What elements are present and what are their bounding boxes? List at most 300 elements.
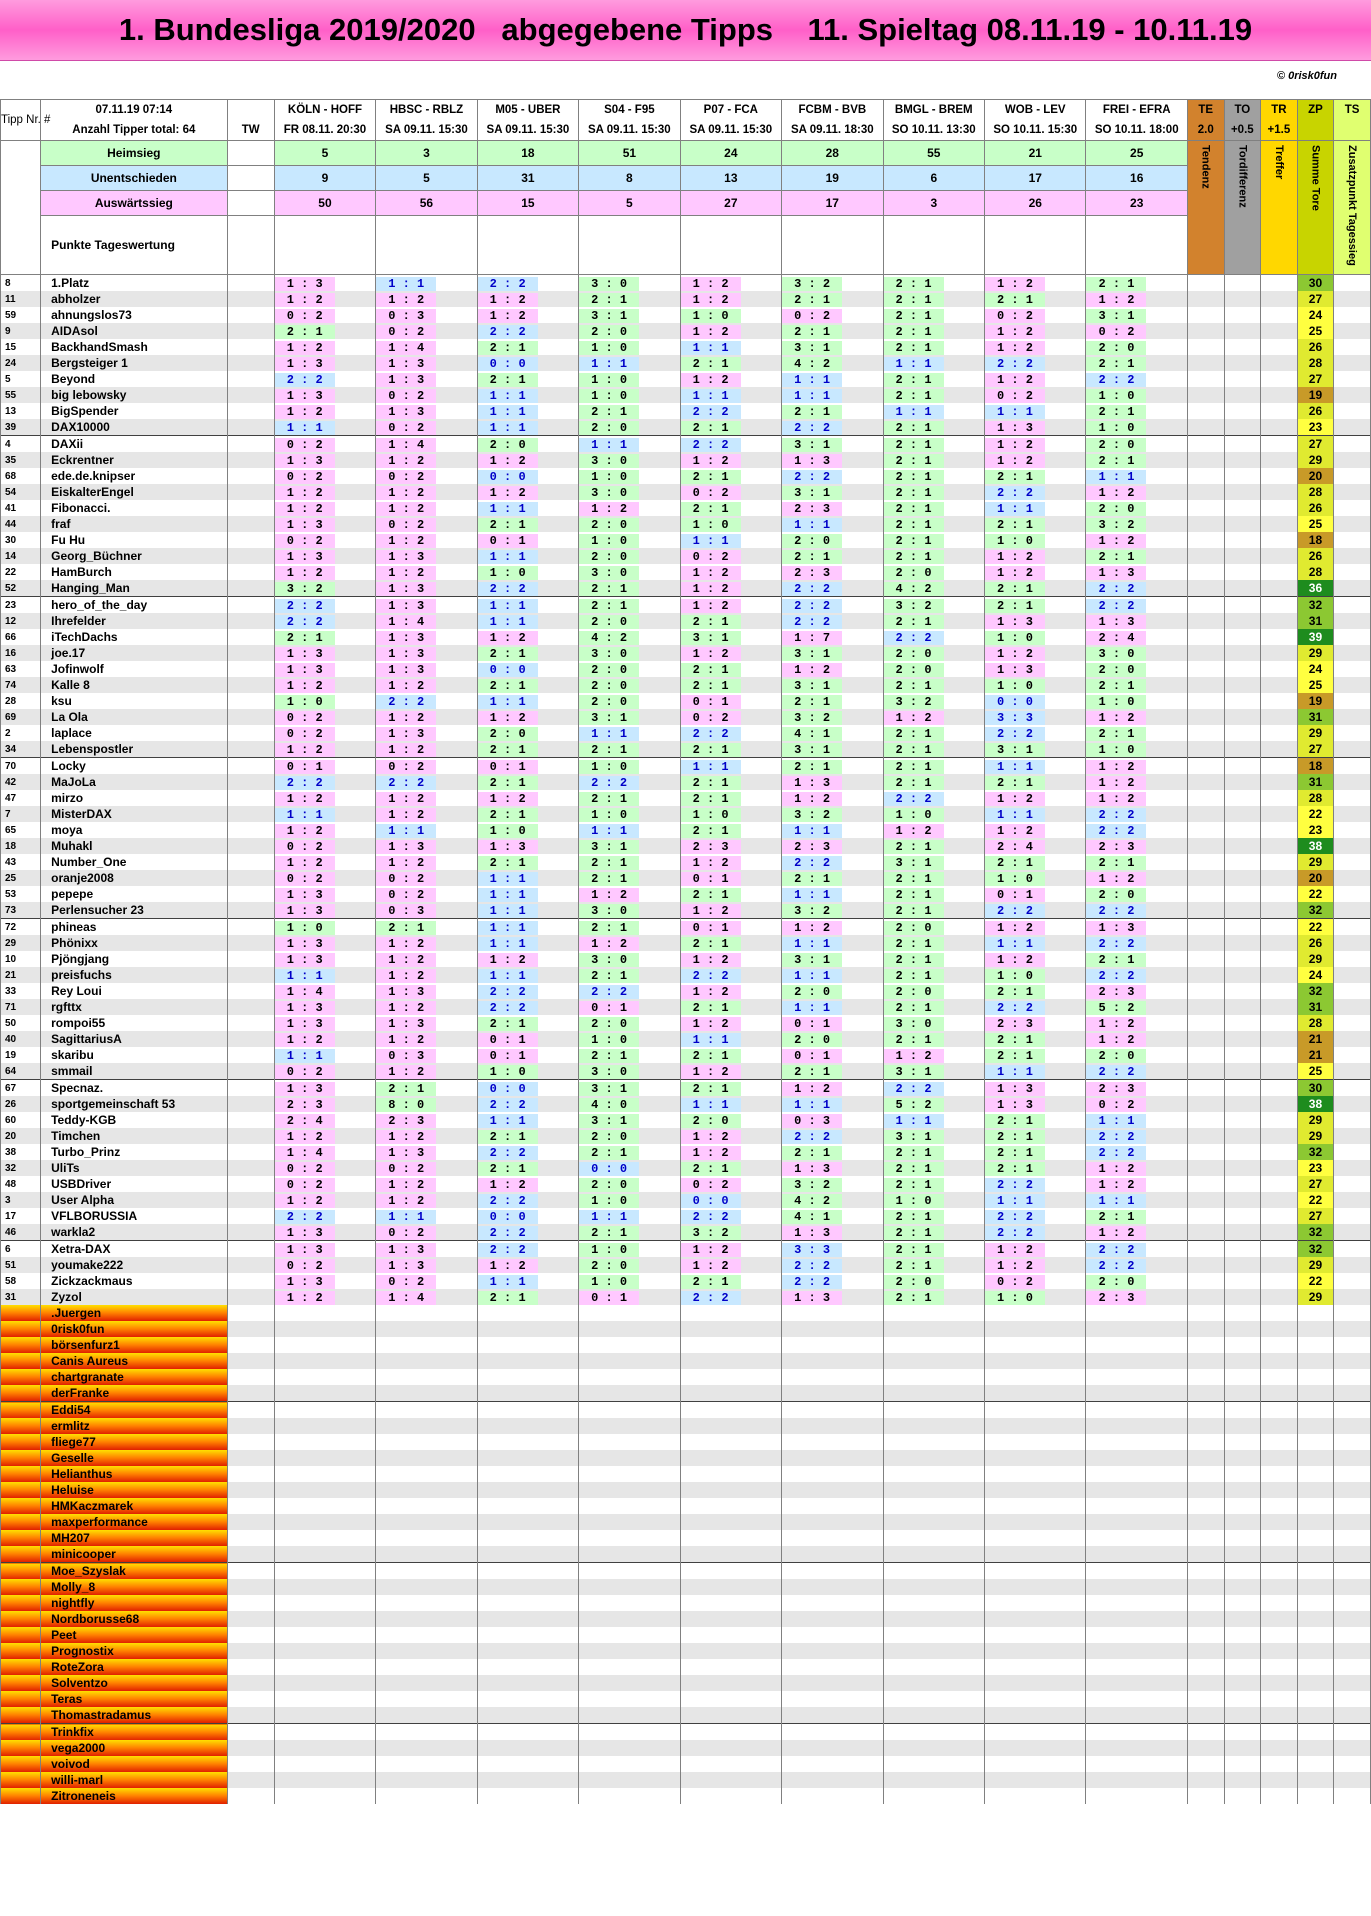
- tip-score: 2 : 1: [478, 743, 538, 757]
- empty-cell: [680, 1514, 781, 1530]
- empty-cell: [227, 1402, 274, 1419]
- match-teams-header: WOB - LEV: [985, 100, 1086, 121]
- tipper-ts: [1334, 387, 1371, 403]
- tipper-nr: 31: [1, 1289, 41, 1305]
- match-teams-header: KÖLN - HOFF: [274, 100, 375, 121]
- non-tipper-row: [1, 1305, 1371, 1321]
- empty-cell: [680, 1482, 781, 1498]
- tip-score: 1 : 0: [985, 969, 1045, 983]
- tipper-to: [1224, 967, 1261, 983]
- tipper-te: [1187, 1192, 1224, 1208]
- tip-score: 2 : 1: [884, 325, 944, 339]
- tipper-nr: 12: [1, 613, 41, 629]
- tip-cell: [883, 1112, 984, 1128]
- tip-score: 1 : 3: [376, 405, 436, 419]
- empty-cell: [1261, 1418, 1298, 1434]
- tip-cell: [274, 291, 375, 307]
- tip-cell: [883, 1096, 984, 1112]
- tip-score: 1 : 1: [275, 1049, 335, 1063]
- tip-score: 2 : 1: [985, 582, 1045, 596]
- tip-cell: [477, 436, 578, 453]
- tip-score: 2 : 1: [985, 518, 1045, 532]
- tipper-row: [1, 822, 1371, 838]
- tip-cell: [477, 1015, 578, 1031]
- tip-cell: [1086, 1257, 1187, 1273]
- tip-cell: [376, 1289, 477, 1305]
- tip-cell: [782, 822, 883, 838]
- tip-cell: [1086, 1224, 1187, 1241]
- tipper-nr: 52: [1, 580, 41, 597]
- tip-score: 2 : 1: [782, 405, 842, 419]
- tip-cell: [477, 741, 578, 758]
- tipper-row: [1, 629, 1371, 645]
- tip-score: 2 : 1: [681, 743, 741, 757]
- tipper-zp: 24: [1297, 661, 1334, 677]
- tipper-row: [1, 1128, 1371, 1144]
- tipper-ts: [1334, 693, 1371, 709]
- tip-cell: [274, 758, 375, 775]
- empty-cell: [1261, 1482, 1298, 1498]
- tip-score: 2 : 2: [478, 1098, 538, 1112]
- empty-cell: [376, 1402, 477, 1419]
- tip-score: 2 : 1: [884, 309, 944, 323]
- tip-cell: [985, 500, 1086, 516]
- tipper-ts: [1334, 1128, 1371, 1144]
- empty-cell: [1334, 1756, 1371, 1772]
- tip-score: 2 : 1: [884, 1210, 944, 1224]
- tip-score: 2 : 2: [985, 1001, 1045, 1015]
- tip-cell: [883, 1128, 984, 1144]
- tip-cell: [376, 870, 477, 886]
- tipper-ts: [1334, 500, 1371, 516]
- tip-score: 1 : 1: [782, 1001, 842, 1015]
- tipper-tw: [227, 436, 274, 453]
- tip-score: 2 : 1: [884, 727, 944, 741]
- tipper-zp: 36: [1297, 580, 1334, 597]
- tip-cell: [883, 1257, 984, 1273]
- non-tipper-nr: [1, 1563, 41, 1580]
- tipper-ts: [1334, 935, 1371, 951]
- tipper-ts: [1334, 419, 1371, 436]
- tipper-zp: 32: [1297, 1144, 1334, 1160]
- tr-vertical-label: Treffer: [1272, 145, 1285, 180]
- tip-cell: [680, 1273, 781, 1289]
- tip-cell: [782, 1208, 883, 1224]
- tip-cell: [883, 709, 984, 725]
- tip-cell: [376, 532, 477, 548]
- tip-score: 1 : 3: [275, 1226, 335, 1240]
- tip-cell: [477, 468, 578, 484]
- empty-cell: [1224, 1707, 1261, 1724]
- tipper-ts: [1334, 629, 1371, 645]
- tip-score: 1 : 1: [1086, 470, 1146, 484]
- tipper-ts: [1334, 870, 1371, 886]
- tip-score: 1 : 2: [478, 1178, 538, 1192]
- tip-score: 2 : 2: [1086, 582, 1146, 596]
- tip-score: 1 : 2: [275, 824, 335, 838]
- tip-cell: [985, 371, 1086, 387]
- tip-cell: [274, 983, 375, 999]
- empty-cell: [782, 1514, 883, 1530]
- tip-score: 1 : 2: [376, 1001, 436, 1015]
- tipper-zp: 31: [1297, 999, 1334, 1015]
- tip-score: 1 : 2: [681, 325, 741, 339]
- empty-cell: [1334, 1643, 1371, 1659]
- empty-cell: [274, 1353, 375, 1369]
- tip-score: 1 : 2: [681, 1146, 741, 1160]
- empty-cell: [680, 1305, 781, 1321]
- tip-score: 3 : 1: [782, 953, 842, 967]
- tip-cell: [579, 838, 680, 854]
- tip-cell: [985, 436, 1086, 453]
- empty-cell: [376, 1385, 477, 1402]
- empty-cell: [477, 1402, 578, 1419]
- to-vertical-label-cell: [1224, 141, 1261, 275]
- tip-score: 1 : 2: [478, 486, 538, 500]
- empty-cell: [1334, 1402, 1371, 1419]
- tip-cell: [274, 307, 375, 323]
- tipper-name: Hanging_Man: [41, 580, 227, 597]
- tip-cell: [782, 838, 883, 854]
- tipper-to: [1224, 1096, 1261, 1112]
- tip-score: 1 : 0: [579, 1033, 639, 1047]
- tip-score: 2 : 2: [1086, 1065, 1146, 1079]
- tipper-tw: [227, 693, 274, 709]
- tip-cell: [680, 516, 781, 532]
- tip-cell: [376, 1176, 477, 1192]
- tipper-name: Fibonacci.: [41, 500, 227, 516]
- tip-score: 2 : 1: [884, 534, 944, 548]
- empty-cell: [227, 1627, 274, 1643]
- tip-cell: [1086, 275, 1187, 292]
- tip-cell: [477, 1031, 578, 1047]
- empty-cell: [883, 1353, 984, 1369]
- tip-score: 1 : 2: [985, 454, 1045, 468]
- tipper-to: [1224, 677, 1261, 693]
- tip-cell: [477, 1128, 578, 1144]
- non-tipper-row: [1, 1740, 1371, 1756]
- tip-cell: [782, 516, 883, 532]
- tip-cell: [782, 806, 883, 822]
- tip-score: 0 : 1: [985, 888, 1045, 902]
- tipper-tw: [227, 597, 274, 614]
- tip-cell: [477, 1160, 578, 1176]
- tip-score: 1 : 2: [985, 792, 1045, 806]
- tip-score: 2 : 1: [478, 341, 538, 355]
- tipper-tw: [227, 613, 274, 629]
- empty-cell: [1297, 1675, 1334, 1691]
- tip-cell: [477, 629, 578, 645]
- tip-score: 1 : 3: [275, 647, 335, 661]
- non-tipper-name: Helianthus: [41, 1466, 227, 1482]
- empty-cell: [1224, 1724, 1261, 1741]
- tipper-te: [1187, 967, 1224, 983]
- empty-cell: [1187, 1691, 1224, 1707]
- tip-score: 2 : 2: [782, 599, 842, 613]
- points-label: Punkte Tageswertung: [41, 216, 227, 275]
- tip-score: 1 : 3: [275, 1082, 335, 1096]
- empty-cell: [680, 1740, 781, 1756]
- non-tipper-nr: [1, 1772, 41, 1788]
- empty-cell: [1334, 1482, 1371, 1498]
- tip-cell: [782, 661, 883, 677]
- tip-cell: [1086, 371, 1187, 387]
- tip-score: 2 : 2: [985, 357, 1045, 371]
- empty-cell: [1187, 1707, 1224, 1724]
- tip-cell: [680, 532, 781, 548]
- tipper-to: [1224, 323, 1261, 339]
- tip-cell: [985, 1047, 1086, 1063]
- tip-cell: [985, 564, 1086, 580]
- empty-cell: [274, 1514, 375, 1530]
- empty-cell: [376, 1530, 477, 1546]
- tip-score: 1 : 1: [985, 1194, 1045, 1208]
- tip-score: 0 : 2: [376, 325, 436, 339]
- tip-cell: [883, 645, 984, 661]
- tip-cell: [376, 661, 477, 677]
- tipper-te: [1187, 371, 1224, 387]
- tipper-name: big lebowsky: [41, 387, 227, 403]
- tip-score: 0 : 0: [478, 470, 538, 484]
- non-tipper-nr: [1, 1691, 41, 1707]
- empty-cell: [1261, 1595, 1298, 1611]
- non-tipper-nr: [1, 1321, 41, 1337]
- tip-score: 1 : 2: [985, 438, 1045, 452]
- tipper-tw: [227, 1144, 274, 1160]
- tip-cell: [782, 935, 883, 951]
- empty-cell: [1261, 1466, 1298, 1482]
- tipper-to: [1224, 1241, 1261, 1258]
- tip-score: 1 : 2: [478, 309, 538, 323]
- tipper-tw: [227, 371, 274, 387]
- tip-score: 2 : 1: [884, 969, 944, 983]
- tip-score: 1 : 2: [985, 550, 1045, 564]
- tip-cell: [1086, 1208, 1187, 1224]
- tip-cell: [376, 436, 477, 453]
- tip-cell: [376, 371, 477, 387]
- tip-cell: [883, 436, 984, 453]
- tipper-te: [1187, 822, 1224, 838]
- stat-count-heim: 18: [477, 141, 578, 166]
- non-tipper-row: [1, 1434, 1371, 1450]
- tip-score: 3 : 0: [884, 1017, 944, 1031]
- tip-score: 4 : 1: [782, 727, 842, 741]
- tipper-to: [1224, 403, 1261, 419]
- tip-cell: [579, 419, 680, 436]
- tip-score: 2 : 2: [782, 1130, 842, 1144]
- empty-cell: [376, 1418, 477, 1434]
- tip-cell: [680, 629, 781, 645]
- tip-score: 1 : 2: [681, 985, 741, 999]
- empty-cell: [1224, 1756, 1261, 1772]
- empty-cell: [680, 1337, 781, 1353]
- empty-cell: [1261, 1724, 1298, 1741]
- tip-cell: [376, 1128, 477, 1144]
- tip-score: 1 : 2: [782, 1082, 842, 1096]
- tip-score: 1 : 1: [884, 405, 944, 419]
- tip-cell: [376, 790, 477, 806]
- tipper-tw: [227, 1096, 274, 1112]
- non-tipper-name: RoteZora: [41, 1659, 227, 1675]
- empty-cell: [782, 1450, 883, 1466]
- empty-cell: [1261, 1321, 1298, 1337]
- empty-cell: [1297, 1740, 1334, 1756]
- tip-cell: [477, 870, 578, 886]
- empty-cell: [477, 1595, 578, 1611]
- tip-cell: [376, 613, 477, 629]
- tip-cell: [782, 613, 883, 629]
- tipper-name: mirzo: [41, 790, 227, 806]
- empty-cell: [782, 1611, 883, 1627]
- tip-cell: [883, 902, 984, 919]
- tip-score: 0 : 1: [782, 1017, 842, 1031]
- empty-cell: [1187, 1402, 1224, 1419]
- tip-score: 1 : 2: [1086, 776, 1146, 790]
- tipper-to: [1224, 516, 1261, 532]
- empty-cell: [227, 1514, 274, 1530]
- tip-cell: [1086, 548, 1187, 564]
- tipper-nr: 54: [1, 484, 41, 500]
- empty-cell: [376, 1772, 477, 1788]
- tip-cell: [985, 999, 1086, 1015]
- empty-cell: [1086, 1659, 1187, 1675]
- tipper-row: [1, 548, 1371, 564]
- tipper-to: [1224, 709, 1261, 725]
- tipper-tr: [1261, 967, 1298, 983]
- empty-cell: [1261, 1498, 1298, 1514]
- tip-score: 0 : 2: [376, 389, 436, 403]
- empty-cell: [1261, 1707, 1298, 1724]
- tip-cell: [883, 419, 984, 436]
- empty-cell: [227, 1418, 274, 1434]
- tipper-to: [1224, 371, 1261, 387]
- empty-cell: [477, 1482, 578, 1498]
- tip-cell: [274, 741, 375, 758]
- tipper-name: Fu Hu: [41, 532, 227, 548]
- non-tipper-name: börsenfurz1: [41, 1337, 227, 1353]
- tipper-row: [1, 1192, 1371, 1208]
- tip-score: 1 : 0: [275, 921, 335, 935]
- tipper-tw: [227, 886, 274, 902]
- tip-cell: [1086, 854, 1187, 870]
- tip-score: 2 : 1: [884, 840, 944, 854]
- tipper-tw: [227, 387, 274, 403]
- tip-score: 1 : 3: [782, 454, 842, 468]
- tipper-zp: 26: [1297, 403, 1334, 419]
- empty-cell: [1261, 1756, 1298, 1772]
- tip-score: 1 : 1: [478, 1275, 538, 1289]
- tip-cell: [883, 1273, 984, 1289]
- tip-cell: [985, 1257, 1086, 1273]
- empty-cell: [1187, 1724, 1224, 1741]
- tip-score: 1 : 0: [478, 566, 538, 580]
- tip-cell: [883, 580, 984, 597]
- tip-cell: [985, 1241, 1086, 1258]
- empty-cell: [1297, 1385, 1334, 1402]
- tip-score: 1 : 3: [376, 727, 436, 741]
- tip-score: 2 : 1: [884, 1259, 944, 1273]
- tip-score: 1 : 2: [681, 566, 741, 580]
- empty-cell: [985, 1659, 1086, 1675]
- empty-cell: [782, 1595, 883, 1611]
- tip-cell: [883, 275, 984, 292]
- tip-score: 2 : 0: [1086, 888, 1146, 902]
- empty-cell: [985, 1756, 1086, 1772]
- tip-score: 0 : 2: [681, 486, 741, 500]
- tip-cell: [579, 468, 680, 484]
- non-tipper-nr: [1, 1498, 41, 1514]
- tipper-name: ede.de.knipser: [41, 468, 227, 484]
- tip-score: 2 : 1: [681, 470, 741, 484]
- tip-score: 5 : 2: [1086, 1001, 1146, 1015]
- tip-cell: [782, 484, 883, 500]
- tip-score: 1 : 2: [275, 679, 335, 693]
- tip-score: 0 : 1: [681, 921, 741, 935]
- non-tipper-name: voivod: [41, 1756, 227, 1772]
- tipper-tw: [227, 1128, 274, 1144]
- tip-cell: [985, 919, 1086, 936]
- empty-cell: [1086, 1724, 1187, 1741]
- tipper-row: [1, 1047, 1371, 1063]
- tipper-name: USBDriver: [41, 1176, 227, 1192]
- tip-cell: [680, 403, 781, 419]
- tipper-te: [1187, 436, 1224, 453]
- empty-cell: [579, 1595, 680, 1611]
- tipper-ts: [1334, 1063, 1371, 1080]
- tipper-name: abholzer: [41, 291, 227, 307]
- tipper-tr: [1261, 806, 1298, 822]
- empty-cell: [1224, 1321, 1261, 1337]
- tip-score: 1 : 4: [376, 341, 436, 355]
- tip-cell: [1086, 532, 1187, 548]
- tipper-name: VFLBORUSSIA: [41, 1208, 227, 1224]
- tip-cell: [274, 597, 375, 614]
- empty-cell: [376, 1724, 477, 1741]
- empty-cell: [985, 1579, 1086, 1595]
- tipper-ts: [1334, 468, 1371, 484]
- tip-cell: [883, 854, 984, 870]
- tipper-to: [1224, 741, 1261, 758]
- tip-cell: [376, 275, 477, 292]
- empty-cell: [274, 1691, 375, 1707]
- tipper-tw: [227, 741, 274, 758]
- tip-cell: [579, 919, 680, 936]
- tip-cell: [782, 1015, 883, 1031]
- tip-score: 1 : 1: [681, 1033, 741, 1047]
- tipper-tr: [1261, 355, 1298, 371]
- tip-score: 1 : 1: [681, 534, 741, 548]
- empty-cell: [883, 1611, 984, 1627]
- tipper-zp: 19: [1297, 693, 1334, 709]
- empty-cell: [1086, 1466, 1187, 1482]
- tip-score: 2 : 1: [681, 1162, 741, 1176]
- tip-cell: [274, 1241, 375, 1258]
- tipper-row: [1, 902, 1371, 919]
- tip-score: 2 : 0: [579, 325, 639, 339]
- tip-cell: [579, 725, 680, 741]
- tipper-tr: [1261, 886, 1298, 902]
- tip-cell: [274, 919, 375, 936]
- tip-score: 2 : 1: [275, 325, 335, 339]
- empty-cell: [477, 1659, 578, 1675]
- empty-cell: [376, 1579, 477, 1595]
- empty-cell: [1334, 1353, 1371, 1369]
- non-tipper-row: [1, 1579, 1371, 1595]
- tip-score: 2 : 1: [1086, 405, 1146, 419]
- tip-cell: [883, 935, 984, 951]
- tip-cell: [680, 1112, 781, 1128]
- tip-score: 2 : 1: [579, 921, 639, 935]
